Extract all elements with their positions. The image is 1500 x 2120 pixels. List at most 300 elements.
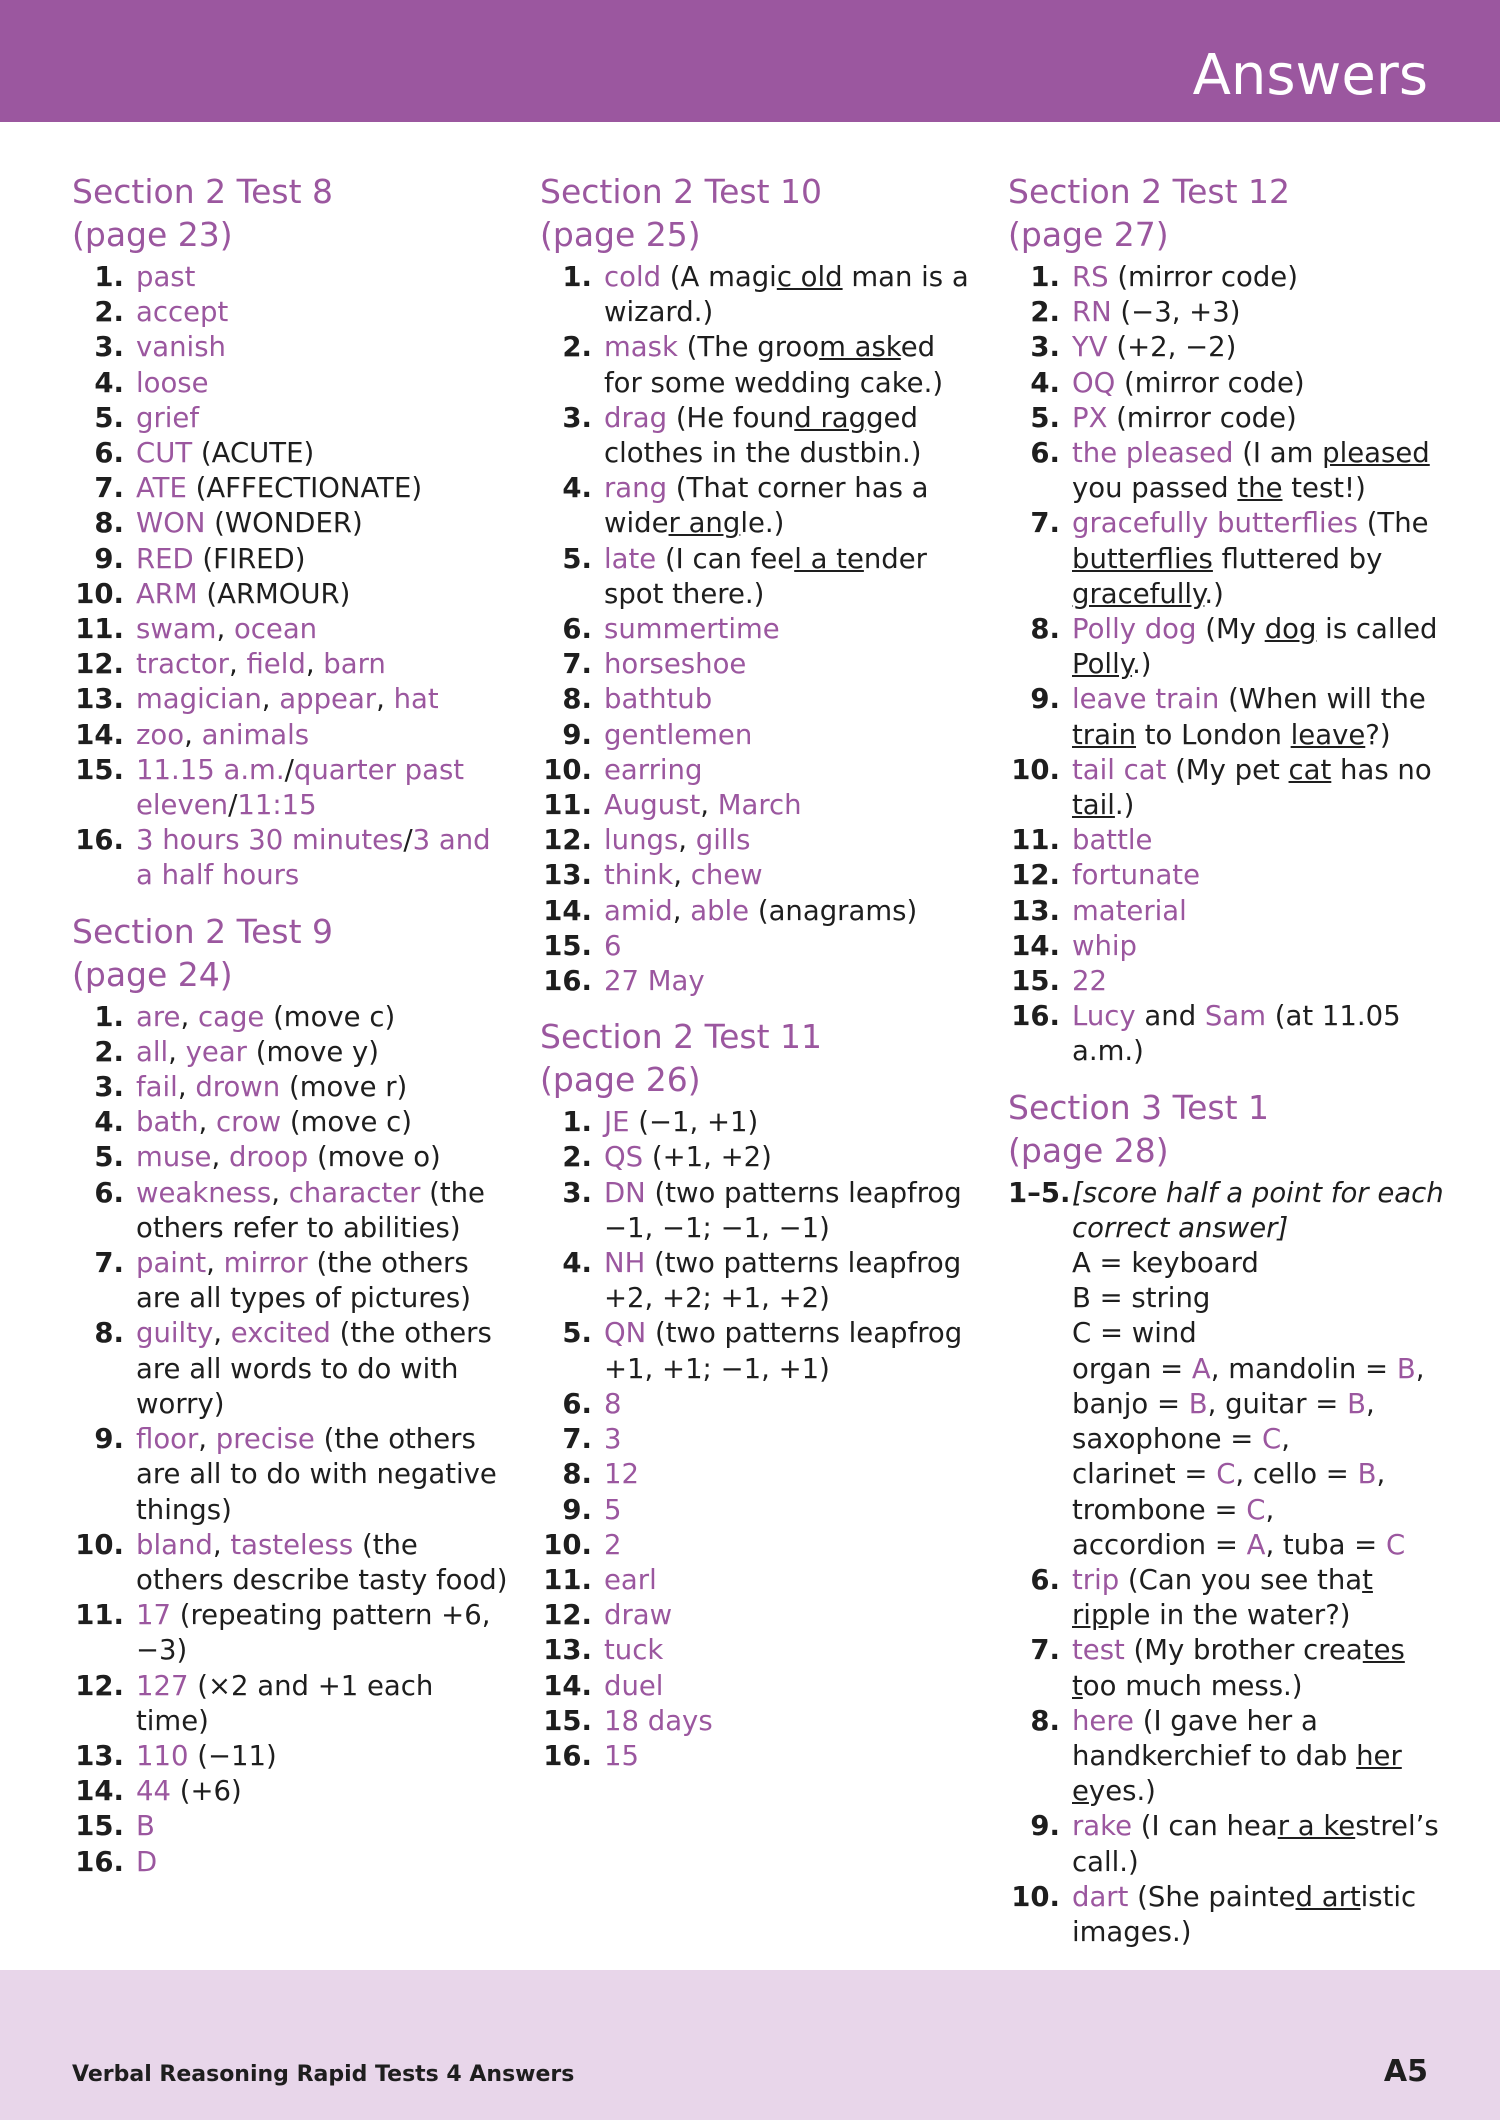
answer-word: floor: [136, 1423, 199, 1456]
answer-word: NH: [604, 1247, 646, 1280]
answer-number: 7.: [1030, 1634, 1060, 1667]
answer-word: weakness: [136, 1176, 272, 1209]
answer-item: [1008, 1809, 1448, 1879]
explanation-text: (My pet: [1166, 753, 1289, 786]
answer-item: [540, 894, 980, 929]
explanation-text: (I gave her a handkerchief to dab: [1072, 1704, 1357, 1772]
answer-word: 5: [604, 1493, 622, 1526]
explanation-text: (That corner has a wide: [604, 472, 929, 540]
explanation-text: (the others are all types of pictures): [136, 1247, 471, 1315]
answer-number: 8.: [1030, 613, 1060, 646]
answer-word: gracefully butterflies: [1072, 507, 1358, 540]
answer-item: [1008, 1880, 1448, 1950]
explanation-text: (two patterns leapfrog −1, −1; −1, −1): [604, 1176, 962, 1244]
answer-text: [1072, 1177, 1444, 1561]
answer-item: [1008, 823, 1448, 858]
column-left: [72, 170, 512, 1896]
answer-number: 13.: [75, 1739, 124, 1772]
answer-text: [1072, 402, 1297, 434]
explanation-text: accordion =: [1072, 1528, 1247, 1561]
answer-text: [136, 367, 209, 399]
explanation-text: ,: [213, 1317, 231, 1350]
answer-text: [136, 331, 226, 363]
answer-list: [540, 1105, 980, 1774]
answer-item: [72, 1774, 512, 1809]
answer-item: [72, 295, 512, 330]
explanation-text: ,: [1415, 1352, 1425, 1385]
answer-text: [604, 1177, 962, 1244]
answer-text: [1072, 331, 1236, 363]
explanation-text: (−3, +3): [1111, 296, 1241, 329]
explanation-text: .): [1204, 577, 1224, 610]
header-band: [0, 0, 1500, 122]
answer-number: 5.: [562, 1317, 592, 1350]
answer-item: [1008, 436, 1448, 506]
answer-word: August: [604, 789, 701, 822]
answer-text: [604, 1458, 639, 1490]
answer-section: [540, 170, 980, 999]
answer-number: 8.: [1030, 1704, 1060, 1737]
answer-word: Sam: [1204, 1000, 1267, 1033]
answer-word: 15: [604, 1739, 639, 1772]
underlined-segment: tail: [1072, 789, 1115, 822]
answer-word: earl: [604, 1563, 657, 1596]
answer-text: [136, 1001, 395, 1033]
answer-word: 11:15: [237, 789, 317, 822]
underlined-segment: pleased: [1322, 437, 1430, 470]
answer-text: [604, 1564, 657, 1596]
answer-item: [1008, 929, 1448, 964]
explanation-text: (The: [1357, 507, 1429, 540]
answer-number: 2.: [94, 1035, 124, 1068]
answer-text: [136, 1071, 407, 1103]
answer-item: [72, 401, 512, 436]
explanation-text: (I am: [1233, 437, 1323, 470]
answer-number: 7.: [1030, 507, 1060, 540]
answer-number: 7.: [562, 648, 592, 681]
answer-text: [604, 754, 702, 786]
answer-number: 9.: [94, 1423, 124, 1456]
answer-number: 13.: [543, 1634, 592, 1667]
answer-word: 6: [604, 929, 622, 962]
answer-number: 12.: [543, 1599, 592, 1632]
answer-item: [540, 718, 980, 753]
answer-number: 2.: [94, 296, 124, 329]
answer-number: 1.: [1030, 261, 1060, 293]
answer-word: amid: [604, 894, 673, 927]
answer-item: [540, 1493, 980, 1528]
explanation-text: test!): [1282, 472, 1366, 505]
answer-text: [604, 648, 746, 680]
answer-item: [540, 1669, 980, 1704]
explanation-text: (ARMOUR): [197, 577, 351, 610]
answer-item: [1008, 1704, 1448, 1810]
answer-number: 4.: [1030, 366, 1060, 399]
underlined-segment: tes t: [1072, 1634, 1405, 1702]
footer-band: [0, 1970, 1500, 2120]
answer-number: 14.: [1011, 929, 1060, 962]
answer-item: [540, 1105, 980, 1140]
answer-number: 6.: [1030, 1563, 1060, 1596]
answer-text: [604, 1494, 622, 1526]
answer-number: 4.: [94, 366, 124, 399]
underlined-segment: d rag: [794, 401, 867, 434]
explanation-text: ,: [672, 894, 691, 927]
answer-word: WON: [136, 507, 206, 540]
explanation-text: (two patterns leapfrog +2, +2; +1, +2): [604, 1247, 962, 1315]
answer-item: [540, 1563, 980, 1598]
section-title: [1008, 1086, 1448, 1172]
explanation-text: nder spot there.): [604, 542, 927, 610]
answer-word: hat: [393, 683, 439, 716]
answer-item: [1008, 682, 1448, 752]
answer-word: JE: [604, 1106, 630, 1139]
underlined-segment: the: [1237, 472, 1283, 505]
answer-number: 14.: [75, 718, 124, 751]
answer-item: [540, 260, 980, 330]
answer-word: muse: [136, 1141, 212, 1174]
answer-text: [136, 296, 228, 328]
answer-word: bland: [136, 1528, 213, 1561]
answer-item: [540, 753, 980, 788]
answer-number: 9.: [562, 718, 592, 751]
column-middle: [540, 170, 980, 1790]
answer-item: [72, 1739, 512, 1774]
answer-word: 17: [136, 1599, 171, 1632]
explanation-text: ,: [376, 683, 394, 716]
answer-number: 12.: [75, 648, 124, 681]
answer-item: [540, 471, 980, 541]
answer-word: draw: [604, 1599, 673, 1632]
answer-text: [136, 1036, 379, 1068]
answer-number: 5.: [1030, 401, 1060, 434]
explanation-text: (+2, −2): [1107, 331, 1237, 364]
explanation-text: (Can you see tha: [1119, 1563, 1363, 1596]
answer-word: drown: [195, 1071, 281, 1104]
answer-number: 9.: [1030, 683, 1060, 716]
answer-word: RED: [136, 542, 194, 575]
answer-text: [136, 472, 422, 504]
answer-word: C: [1262, 1423, 1282, 1456]
answer-word: fail: [136, 1071, 178, 1104]
answer-word: test: [1072, 1634, 1125, 1667]
answer-text: [604, 543, 927, 610]
answer-text: [604, 1670, 663, 1702]
answer-item: [540, 612, 980, 647]
answer-text: [604, 1740, 639, 1772]
answer-number: 1.: [562, 261, 592, 293]
explanation-text: (A magi: [661, 261, 777, 293]
answer-text: [604, 789, 802, 821]
answer-word: B: [136, 1810, 155, 1843]
answer-word: mirror: [223, 1247, 308, 1280]
answer-word: think: [604, 859, 674, 892]
answer-text: [136, 1599, 490, 1666]
section-title-line: Section 2 Test 8: [72, 172, 334, 211]
answer-word: vanish: [136, 331, 226, 364]
answer-number: 3.: [94, 331, 124, 364]
answer-word: summertime: [604, 613, 780, 646]
answer-word: zoo: [136, 718, 185, 751]
explanation-text: ,: [271, 1176, 289, 1209]
answer-number: 15.: [1011, 965, 1060, 998]
answer-item: [72, 823, 512, 893]
answer-item: [72, 612, 512, 647]
explanation-text: ,: [211, 1141, 229, 1174]
answer-word: YV: [1072, 331, 1108, 364]
explanation-text: (the others are all words to do with worry): [136, 1317, 492, 1420]
explanation-text: (ACUTE): [192, 437, 315, 470]
answer-number: 1.: [94, 1000, 124, 1033]
section-page-ref: (page 26): [540, 1060, 701, 1100]
answer-item: [540, 1387, 980, 1422]
answer-item: [72, 1105, 512, 1140]
explanation-text: strel’s call.): [1072, 1810, 1439, 1878]
explanation-text: ,: [177, 1071, 196, 1104]
answer-text: [604, 1141, 772, 1173]
answer-text: [1072, 261, 1298, 293]
answer-word: B: [1347, 1387, 1366, 1420]
explanation-text: ,: [305, 648, 324, 681]
answer-number: 15.: [543, 929, 592, 962]
answer-word: 22: [1072, 965, 1107, 998]
answer-word: duel: [604, 1669, 664, 1702]
answer-text: [136, 824, 491, 891]
answer-number: 15.: [543, 1704, 592, 1737]
explanation-text: .): [1114, 789, 1135, 822]
answer-word: tail cat: [1072, 753, 1167, 786]
explanation-text: yes.): [1088, 1775, 1156, 1808]
answer-word: earring: [604, 753, 703, 786]
answer-number: 1.: [562, 1106, 592, 1139]
section-title-line: Section 2 Test 12: [1008, 172, 1291, 211]
answer-word: tuck: [604, 1634, 664, 1667]
answer-item: [540, 1704, 980, 1739]
underlined-segment: gracefully: [1072, 577, 1205, 610]
answer-word: March: [717, 789, 802, 822]
explanation-text: to London: [1136, 718, 1291, 751]
underlined-segment: l a te: [794, 542, 864, 575]
explanation-text: organ =: [1072, 1352, 1192, 1385]
explanation-text: , mandolin =: [1210, 1352, 1397, 1385]
explanation-text: (+1, +2): [643, 1141, 772, 1174]
answer-item: [1008, 1176, 1448, 1563]
answer-text: [136, 1177, 485, 1244]
answer-text: [136, 613, 317, 645]
explanation-text: le.): [740, 507, 785, 540]
answer-item: [72, 366, 512, 401]
answer-word: ocean: [233, 613, 318, 646]
answer-item: [540, 542, 980, 612]
answer-word: RS: [1072, 261, 1109, 293]
answer-word: character: [288, 1176, 421, 1209]
explanation-text: trombone =: [1072, 1493, 1247, 1526]
answer-item: [72, 718, 512, 753]
section-title-line: Section 3 Test 1: [1008, 1087, 1270, 1127]
answer-word: ATE: [136, 472, 187, 505]
answer-item: [72, 647, 512, 682]
answer-word: A: [1246, 1528, 1266, 1561]
explanation-text: (My: [1196, 613, 1265, 646]
answer-text: [1072, 965, 1107, 997]
answer-number: 16.: [75, 1845, 124, 1878]
answer-text: [136, 1810, 155, 1842]
answer-item: [72, 330, 512, 365]
answer-word: rake: [1072, 1810, 1133, 1843]
answer-number: 7.: [94, 1247, 124, 1280]
answer-item: [1008, 506, 1448, 612]
answer-word: past: [136, 261, 196, 293]
explanation-text: (repeating pattern +6, −3): [136, 1599, 491, 1667]
explanation-text: (My brother crea: [1124, 1634, 1363, 1667]
answer-number: 10.: [1011, 753, 1060, 786]
explanation-text: ,: [228, 648, 247, 681]
answer-number: 14.: [75, 1775, 124, 1808]
explanation-text: (The groo: [677, 331, 820, 364]
explanation-text: (mirror code): [1107, 401, 1297, 434]
answer-item: [540, 1739, 980, 1774]
underlined-segment: d art: [1295, 1880, 1361, 1913]
answer-item: [540, 964, 980, 999]
answer-text: [604, 930, 622, 962]
answer-text: [1072, 1705, 1402, 1807]
underlined-segment: Polly: [1072, 648, 1133, 681]
answer-word: guilty: [136, 1317, 214, 1350]
answer-word: dart: [1072, 1880, 1129, 1913]
answer-word: bath: [136, 1106, 199, 1139]
answer-item: [540, 1528, 980, 1563]
answer-number: 2.: [562, 331, 592, 364]
answer-word: 110: [136, 1739, 189, 1772]
answer-word: ARM: [136, 577, 198, 610]
answer-text: [1072, 1881, 1416, 1948]
answer-word: 18 days: [604, 1704, 713, 1737]
answer-word: accept: [136, 296, 229, 329]
answer-word: late: [604, 542, 657, 575]
section-title: [540, 1015, 980, 1101]
book-title: Verbal Reasoning Rapid Tests 4 Answers: [72, 2062, 575, 2087]
answer-item: [540, 647, 980, 682]
answer-item: [72, 1809, 512, 1844]
answer-item: [72, 542, 512, 577]
answer-item: [540, 1140, 980, 1175]
answer-item: [1008, 1633, 1448, 1703]
answer-word: 44: [136, 1775, 171, 1808]
explanation-text: ,: [216, 613, 234, 646]
answer-number: 10.: [543, 753, 592, 786]
answer-item: [540, 1598, 980, 1633]
answer-word: 3 and a half hours: [136, 824, 491, 892]
explanation-text: (mirror code): [1115, 366, 1305, 399]
answer-number: 8.: [562, 1458, 592, 1491]
answer-list: [72, 1000, 512, 1880]
explanation-text: /: [284, 753, 294, 786]
answer-word: 27 May: [604, 965, 705, 998]
answer-word: quarter past eleven: [136, 753, 465, 822]
explanation-text: .): [1132, 648, 1152, 681]
explanation-text: and: [1135, 1000, 1205, 1033]
answer-word: 11.15 a.m.: [136, 753, 285, 786]
answer-text: [1072, 683, 1426, 750]
answer-number: 7.: [94, 472, 124, 505]
answer-number: 10.: [1011, 1880, 1060, 1913]
section-title: [72, 910, 512, 996]
section-title: [1008, 170, 1448, 256]
answer-text: [136, 754, 464, 821]
explanation-text: (+6): [171, 1775, 242, 1808]
explanation-text: istic images.): [1072, 1880, 1417, 1948]
answer-text: [604, 895, 917, 927]
explanation-text: oo much mess.): [1082, 1669, 1303, 1702]
answer-text: [136, 683, 439, 715]
section-page-ref: (page 25): [540, 215, 701, 254]
answer-word: trip: [1072, 1563, 1120, 1596]
answer-word: paint: [136, 1247, 207, 1280]
answer-item: [540, 788, 980, 823]
column-right: [1008, 170, 1448, 1966]
answer-number: 11.: [75, 613, 124, 646]
answer-text: [136, 437, 314, 469]
answer-word: cold: [604, 261, 662, 293]
answer-text: [604, 824, 751, 856]
answer-text: [604, 1634, 663, 1666]
explanation-text: /: [403, 824, 413, 857]
section-page-ref: (page 23): [72, 215, 233, 254]
answer-text: [604, 261, 969, 328]
answer-word: crow: [216, 1106, 282, 1139]
answer-item: [1008, 964, 1448, 999]
explanation-text: fluttered by: [1212, 542, 1383, 575]
explanation-text: (the others are all to do with negative things): [136, 1423, 497, 1526]
answer-text: [604, 472, 929, 539]
answer-word: 12: [604, 1458, 639, 1491]
answer-section: [72, 910, 512, 1880]
answer-number: 16.: [543, 965, 592, 998]
answer-word: CUT: [136, 437, 193, 470]
answer-word: tractor: [136, 648, 229, 681]
explanation-text: (I can fee: [656, 542, 795, 575]
explanation-text: B = string: [1072, 1282, 1211, 1315]
answer-item: [540, 858, 980, 893]
answer-text: [136, 1740, 277, 1772]
explanation-text: ,: [180, 1000, 198, 1033]
answer-number: 5.: [94, 401, 124, 434]
explanation-text: (She painte: [1128, 1880, 1296, 1913]
explanation-text: ,: [700, 789, 718, 822]
answer-item: [72, 682, 512, 717]
answer-item: [540, 1457, 980, 1492]
answer-word: 2: [604, 1528, 622, 1561]
answer-item: [1008, 894, 1448, 929]
explanation-text: (When will the: [1219, 683, 1426, 716]
explanation-text: (two patterns leapfrog +1, +1; −1, +1): [604, 1317, 963, 1385]
answer-text: [1072, 1564, 1373, 1631]
answer-item: [72, 1070, 512, 1105]
explanation-text: (the others describe tasty food): [136, 1528, 508, 1596]
answer-word: magician: [136, 683, 262, 716]
answer-word: animals: [201, 718, 310, 751]
answer-word: 127: [136, 1669, 189, 1702]
answer-list: [540, 260, 980, 999]
underlined-segment: r a ke: [1277, 1810, 1356, 1843]
answer-item: [1008, 753, 1448, 823]
answer-item: [540, 1176, 980, 1246]
answer-number: 3.: [562, 1176, 592, 1209]
answer-number: 10.: [75, 577, 124, 610]
answer-number: 9.: [1030, 1810, 1060, 1843]
answer-text: [1072, 895, 1187, 927]
answer-item: [540, 1422, 980, 1457]
